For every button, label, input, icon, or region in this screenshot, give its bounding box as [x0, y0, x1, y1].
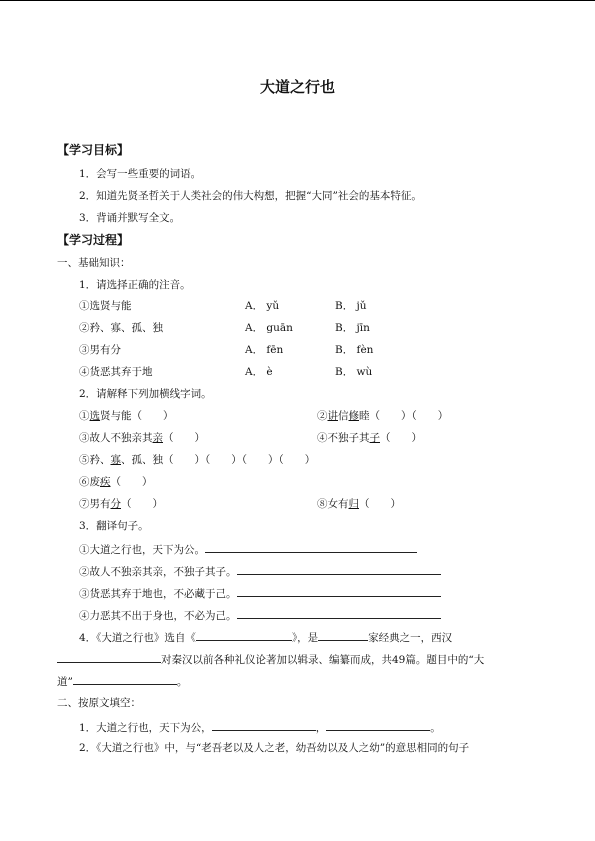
q1-word: ④货恶其弃于地 [79, 366, 153, 378]
q3-item: ①大道之行也，天下为公。 [79, 541, 417, 557]
top-rule [0, 0, 595, 1]
q2-item: ②讲信修睦（ ）（ ） [317, 410, 449, 422]
q1-option-a: A． yǔ [245, 300, 280, 312]
q1-word: ①选贤与能 [79, 300, 132, 312]
goals-heading: 【学习目标】 [57, 143, 130, 157]
answer-blank[interactable] [237, 607, 441, 619]
q2-item: ④不独子其子（ ） [317, 432, 422, 444]
q1-option-b: B． jǔ [335, 300, 367, 312]
goal-item: 3．背诵并默写全文。 [79, 212, 181, 224]
q1-option-a: A． guān [245, 322, 293, 334]
q1-option-b: B． fèn [335, 344, 374, 356]
answer-blank[interactable] [326, 719, 430, 731]
goal-item: 2．知道先贤圣哲关于人类社会的伟大构想，把握“大同”社会的基本特征。 [79, 190, 422, 202]
q2-item: ①选贤与能（ ） [79, 410, 174, 422]
answer-blank[interactable] [318, 629, 368, 641]
q3-label: 3．翻译句子。 [79, 520, 149, 532]
process-heading: 【学习过程】 [57, 233, 130, 247]
q2-item: ③故人不独亲其亲（ ） [79, 432, 205, 444]
q1-option-a: A． è [245, 366, 273, 378]
answer-blank[interactable] [196, 629, 292, 641]
q1-word: ③男有分 [79, 344, 121, 356]
q3-item: ②故人不独亲其亲，不独子其子。 [79, 563, 441, 579]
answer-blank[interactable] [205, 541, 417, 553]
answer-blank[interactable] [57, 651, 161, 663]
fill-item: 1．大道之行也，天下为公， ， 。 [79, 719, 441, 735]
part1-heading: 一、基础知识： [57, 257, 131, 269]
q2-item: ⑧女有归（ ） [317, 498, 401, 510]
q2-label: 2．请解释下列加横线字词。 [79, 388, 212, 400]
q1-option-b: B． jīn [335, 322, 370, 334]
part2-heading: 二、按原文填空： [57, 697, 141, 709]
q4-line: 4．《大道之行也》选自《 》，是 家经典之一，西汉 [79, 629, 452, 645]
answer-blank[interactable] [237, 563, 441, 575]
q2-item: ⑥废疾（ ） [79, 476, 153, 488]
q4-line: 对秦汉以前各种礼仪论著加以辑录、编纂而成，共49篇。题目中的“大 [57, 651, 484, 667]
q3-item: ③货恶其弃于地也，不必藏于己。 [79, 585, 441, 601]
answer-blank[interactable] [212, 719, 316, 731]
q1-label: 1．请选择正确的注音。 [79, 279, 191, 291]
fill-item: 2．《大道之行也》中，与“老吾老以及人之老，幼吾幼以及人之幼”的意思相同的句子 [79, 742, 470, 754]
answer-blank[interactable] [73, 673, 177, 685]
q2-item: ⑦男有分（ ） [79, 498, 163, 510]
q4-line: 道” 。 [57, 673, 187, 689]
q1-option-b: B． wù [335, 366, 373, 378]
page-title: 大道之行也 [259, 78, 335, 96]
q2-item: ⑤矜、寡、孤、独（ ）（ ）（ ）（ ） [79, 454, 316, 466]
q1-option-a: A． fēn [245, 344, 284, 356]
q3-item: ④力恶其不出于身也，不必为己。 [79, 607, 441, 623]
q1-word: ②矜、寡、孤、独 [79, 322, 163, 334]
goal-item: 1．会写一些重要的词语。 [79, 168, 202, 180]
answer-blank[interactable] [237, 585, 441, 597]
